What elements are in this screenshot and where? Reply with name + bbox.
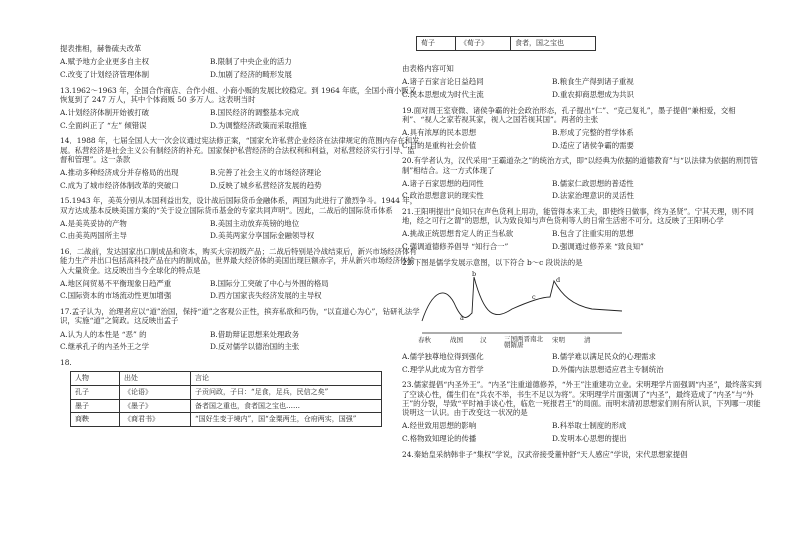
era-label: 三国两晋南北朝隋唐 <box>504 334 543 350</box>
q15-options <box>60 219 420 245</box>
q20-option-d[interactable]: D.法家治理意识的灵活性 <box>552 191 634 201</box>
q16-option-a[interactable]: A.地区间贸易不平衡现象日趋严重 <box>60 278 172 288</box>
q19-option-d[interactable]: D.适应了诸侯争霸的需要 <box>552 140 634 150</box>
q23-option-b[interactable]: B.科举取士制度的形成 <box>552 421 627 431</box>
era-label: 春秋 <box>418 335 431 344</box>
table-cell: 《商君书》 <box>120 413 191 427</box>
table-cell: 《墨子》 <box>120 399 191 413</box>
q12-option-b[interactable]: B.限制了中央企业的活力 <box>210 57 292 67</box>
q15-option-d[interactable]: D.美英两家分享国际金融领导权 <box>210 231 315 241</box>
table-cell: 备者国之重也，食者国之宝也…… <box>191 399 382 413</box>
q12-options <box>60 57 420 83</box>
q13-option-c[interactable]: C.全面纠正了 “左” 倾错误 <box>60 120 147 130</box>
q23-option-c[interactable]: C.格物致知理论的传播 <box>402 434 477 444</box>
q17-option-d[interactable]: D.反对儒学以德治国的主张 <box>210 342 300 352</box>
q23-options <box>402 421 762 447</box>
table-cell: 子贡问政，子曰：“足食，足兵，民信之矣” <box>191 385 382 399</box>
q16-stem: 16．二战前，发达国家出口制成品和资本，购买大宗初级产品；二战后特别是冷战结束后，新兴市场经济体有能力生产并出口包括高科技产品在内的制成品，世界最大经济体的美国出现巨额赤字，并从新兴市场经济体输入大量资金。这反映出当今全球化的特点是 <box>60 247 417 275</box>
q14-stem: 14．1988 年，七届全国人大一次会议通过宪法修正案，“国家允许私营企业经济在法律规定的范围内存在和发展。私营经济是社会主义公有制经济的补充。国家保护私营经济的合法权利和利益，对私营经济实行引导、监督和管理”。这一条款 <box>60 136 420 164</box>
table-header-row <box>71 372 382 386</box>
q23-option-a[interactable]: A.经世致用思想的影响 <box>402 421 477 431</box>
q22-option-b[interactable]: B.儒学难以满足民众的心理需求 <box>552 351 656 361</box>
q19-stem: 19.面对周王室衰微、诸侯争霸的社会政治形态，孔子提出“仁”、“克己复礼”，墨子提倡“兼相爱，交相利”、“视人之家若视其家，视人之国若视其国”。两者的主张 <box>402 105 736 124</box>
q18-option-d[interactable]: D.重农抑商思想成为共识 <box>552 89 634 99</box>
q13-options <box>60 108 420 134</box>
development-curve <box>422 277 622 321</box>
table-row <box>71 385 382 399</box>
q17-option-a[interactable]: A.认为人的本性是 “恶” 的 <box>60 329 147 339</box>
q17-option-c[interactable]: C.继承孔子的内圣外王之学 <box>60 342 150 352</box>
q20-options <box>402 179 762 205</box>
q22-option-c[interactable]: C.理学从此成为官方哲学 <box>402 364 484 374</box>
q13-option-b[interactable]: B.国民经济的调整基本完成 <box>210 107 300 117</box>
q12-stem-tail: 提表推相，赫鲁硫夫改革 <box>60 44 142 53</box>
q14-option-b[interactable]: B.完善了社会主义的市场经济理论 <box>210 167 322 177</box>
q21-option-b[interactable]: B.包含了注重实用的思想 <box>552 229 634 239</box>
q21-option-c[interactable]: C.强调道德修养倡导 “知行合一” <box>402 242 509 252</box>
q23-option-d[interactable]: D.发明本心思想的提出 <box>552 434 627 444</box>
q19-option-b[interactable]: B.形成了完整的哲学体系 <box>552 127 634 137</box>
left-column <box>60 44 420 427</box>
point-label-c: c <box>532 292 536 301</box>
table-row <box>417 37 596 51</box>
era-label: 宋明 <box>552 335 565 344</box>
table-cell: 墨子 <box>71 399 120 413</box>
q21-option-d[interactable]: D.强调通过修养来 “致良知” <box>552 242 644 252</box>
q13-stem: 13.1962～1963 年，全国合作商店、合作小组、小商小贩的发展比较稳定。到 1964 年底，全国小商小贩又恢复到了 247 万人，其中个体商贩 50 多万人。这表明当时 <box>60 85 417 104</box>
q23-stem: 23.儒家提倡“内圣外王”。“内圣”注重道德修养，“外王”注重建功立业。宋明理学片面强调“内圣”，最终落实到了空谈心性，儒生们在“兵农不举，书生不足以为将”。宋明理学片面强调了“内圣”，最终造成了“内圣”与“外王”的分裂，导致“平时袖手谈心性，临危一死报君王”的局面。而明末清初思想家们则有所认识，下列哪一项能说明这一认识。由于改变这一状况的是 <box>402 380 762 418</box>
table-header-cell: 出处 <box>120 372 191 386</box>
q18-options <box>402 77 762 103</box>
q15-option-a[interactable]: A.是美英妥协的产物 <box>60 218 127 228</box>
q17-option-b[interactable]: B.借助辩证思想来处理政务 <box>210 329 300 339</box>
table-cell: 食者，国之宝也 <box>511 37 596 51</box>
table-cell: 《论语》 <box>120 385 191 399</box>
q22-options <box>402 352 762 378</box>
era-label: 战国 <box>450 335 463 344</box>
q14-option-d[interactable]: D.反映了城乡私营经济发展的趋势 <box>210 180 322 190</box>
q15-stem: 15.1943 年，美英分别从本国利益出发，设计战后国际货币金融体系，两国为此进行了激烈争斗。1944 年，双方达成基本反映美国方案的“关于设立国际货币基金的专家共同声明”。因此，二战后的国际货币体系 <box>60 196 418 215</box>
point-label-d: d <box>556 275 561 284</box>
q20-stem: 20.有学者认为，汉代采用“王霸道杂之”的统治方式，即“以经典为依据的道德教育”与“以法律为依据的刑罚管制”相结合。这一方式体现了 <box>402 156 758 175</box>
q20-option-c[interactable]: C.政治思想意识的现实性 <box>402 191 484 201</box>
right-column <box>402 39 762 463</box>
q22-option-a[interactable]: A.儒学独尊地位得到强化 <box>402 351 484 361</box>
q20-option-b[interactable]: B.儒家仁政思想的普适性 <box>552 178 634 188</box>
table-cell: 商鞅 <box>71 413 120 427</box>
q22-option-d[interactable]: D.外儒内法思想适应君主专制统治 <box>552 364 664 374</box>
q16-options <box>60 279 420 305</box>
q19-option-c[interactable]: C.目的是重构社会价值 <box>402 140 477 150</box>
q18-table <box>70 371 382 427</box>
q16-option-d[interactable]: D.西方国家丧失经济发展的主导权 <box>210 291 322 301</box>
q17-stem: 17.孟子认为，治理者应以“道”治国，保持“道”之客观公正性，摈弃私欲和巧伪，“以直道心为心”，钻研礼法学识，实施“道”之简政。这反映出孟子 <box>60 307 420 326</box>
table-cell: 荀子 <box>417 37 456 51</box>
table-cell: 孔子 <box>71 385 120 399</box>
q19-option-a[interactable]: A.具有浓厚的民本思想 <box>402 127 477 137</box>
q20-option-a[interactable]: A.诸子百家思想的趋同性 <box>402 178 484 188</box>
q18-table-continued <box>416 36 596 51</box>
q21-option-a[interactable]: A.挑战正统思想肯定人的正当私欲 <box>402 229 514 239</box>
q18-option-b[interactable]: B.粮食生产得到诸子重视 <box>552 77 634 87</box>
point-label-b: b <box>472 269 477 278</box>
point-label-a: a <box>460 313 464 322</box>
q18-number: 18. <box>60 358 72 368</box>
table-row <box>71 399 382 413</box>
q18-option-c[interactable]: C.民本思想成为时代主流 <box>402 89 484 99</box>
q18-option-a[interactable]: A.诸子百家言论日益趋同 <box>402 77 484 87</box>
q16-option-c[interactable]: C.国际资本的市场流动性更加增强 <box>60 291 172 301</box>
q15-option-b[interactable]: B.美国主动放弃英镑的地位 <box>210 218 300 228</box>
q19-options <box>402 128 762 154</box>
table-header-cell: 言论 <box>191 372 382 386</box>
q16-option-b[interactable]: B.国际分工突破了中心与外围的格局 <box>210 278 329 288</box>
q21-stem: 21.王阳明提出“良知只在声色货利上用功，能管得本来工夫，即使终日做事，终为圣贤”。宁其天理，则不同地，经之可行之谓“的思想，认为致良知与声色货利等人的日常生活密不可分。这反映了王阳明心学 <box>402 207 754 226</box>
table-cell: 《荀子》 <box>456 37 511 51</box>
q14-option-c[interactable]: C.成为了城市经济体制改革的突破口 <box>60 180 179 190</box>
table-cell: “国好生变于境内”，国“金粟两生，仓府两实，国强” <box>191 413 382 427</box>
q13-option-d[interactable]: D.为调整经济政策而采取措施 <box>210 120 307 130</box>
q12-option-a[interactable]: A.赋予地方企业更多自主权 <box>60 57 149 67</box>
era-label: 清 <box>584 335 591 344</box>
q17-options <box>60 330 420 356</box>
era-label: 汉 <box>480 335 487 344</box>
q15-option-c[interactable]: C.由美英两国所主导 <box>60 231 127 241</box>
q14-options <box>60 168 420 194</box>
q22-stem: 22.下图是儒学发展示意图，以下符合 b～c 段说法的是 <box>402 257 583 267</box>
table-row <box>71 413 382 427</box>
q21-options <box>402 229 762 255</box>
q12-option-c[interactable]: C.改变了计划经济管理体制 <box>60 69 150 79</box>
q13-option-a[interactable]: A.计划经济体制开始被打破 <box>60 107 149 117</box>
q18-stem: 由表格内容可知 <box>402 64 454 73</box>
q12-option-d[interactable]: D.加剧了经济的畸形发展 <box>210 69 292 79</box>
table-header-cell: 人物 <box>71 372 120 386</box>
confucianism-development-diagram <box>412 271 632 349</box>
q24-stem: 24.秦始皇采纳韩非子“集权”学说，汉武帝接受董仲舒“天人感应”学说，宋代思想家提倡 <box>402 449 688 459</box>
q14-option-a[interactable]: A.推动多种经济成分并存格局的出现 <box>60 167 179 177</box>
